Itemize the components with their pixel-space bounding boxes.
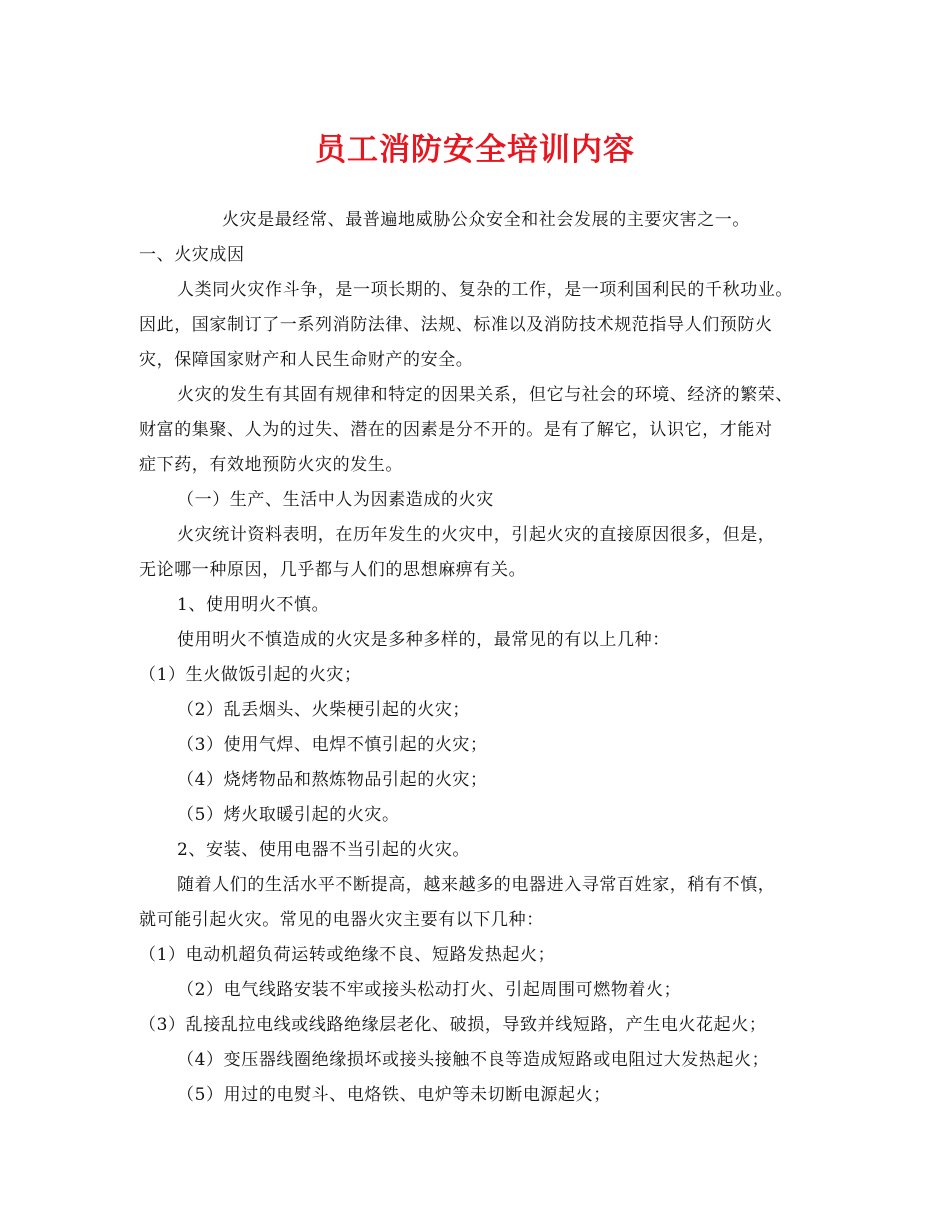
paragraph-line: 火灾统计资料表明，在历年发生的火灾中，引起火灾的直接原因很多，但是， — [177, 525, 776, 545]
paragraph-line: 使用明火不慎造成的火灾是多种多样的，最常见的有以上几种： — [177, 630, 670, 650]
item-heading: 1、使用明火不慎。 — [177, 595, 330, 615]
list-item: （2）电气线路安装不牢或接头松动打火、引起周围可燃物着火； — [177, 980, 682, 1000]
paragraph-line: 就可能引起火灾。常见的电器火灾主要有以下几种： — [139, 910, 544, 930]
list-item: （5）用过的电熨斗、电烙铁、电炉等未切断电源起火； — [177, 1085, 611, 1105]
list-item: （1）电动机超负荷运转或绝缘不良、短路发热起火； — [139, 945, 556, 965]
paragraph-line: 人类同火灾作斗争，是一项长期的、复杂的工作，是一项利国利民的千秋功业。 — [177, 280, 793, 300]
list-item: （4）变压器线圈绝缘损坏或接头接触不良等造成短路或电阻过大发热起火； — [177, 1050, 770, 1070]
list-item: （2）乱丢烟头、火柴梗引起的火灾； — [177, 700, 471, 720]
item-heading: 2、安装、使用电器不当引起的火灾。 — [177, 840, 471, 860]
paragraph-line: 无论哪一种原因，几乎都与人们的思想麻痹有关。 — [139, 560, 527, 580]
list-item: （5）烤火取暖引起的火灾。 — [177, 805, 400, 825]
paragraph-line: 因此，国家制订了一系列消防法律、法规、标准以及消防技术规范指导人们预防火 — [139, 315, 773, 335]
paragraph-line: 症下药，有效地预防火灾的发生。 — [139, 455, 403, 475]
intro-line: 火灾是最经常、最普遍地威胁公众安全和社会发展的主要灾害之一。 — [222, 210, 750, 230]
paragraph-line: 财富的集聚、人为的过失、潜在的因素是分不开的。是有了解它，认识它，才能对 — [139, 420, 773, 440]
document-title: 员工消防安全培训内容 — [315, 132, 635, 168]
paragraph-line: 灾，保障国家财产和人民生命财产的安全。 — [139, 350, 474, 370]
list-item: （3）使用气焊、电焊不慎引起的火灾； — [177, 735, 488, 755]
list-item: （1）生火做饭引起的火灾； — [139, 665, 362, 685]
list-item: （3）乱接乱拉电线或线路绝缘层老化、破损，导致并线短路，产生电火花起火； — [139, 1015, 767, 1035]
paragraph-line: 火灾的发生有其固有规律和特定的因果关系，但它与社会的环境、经济的繁荣、 — [177, 385, 793, 405]
list-item: （4）烧烤物品和熬炼物品引起的火灾； — [177, 770, 488, 790]
paragraph-line: 随着人们的生活水平不断提高，越来越多的电器进入寻常百姓家，稍有不慎， — [177, 875, 776, 895]
subsection-heading: （一）生产、生活中人为因素造成的火灾 — [177, 490, 494, 510]
section-heading: 一、火灾成因 — [139, 245, 245, 265]
